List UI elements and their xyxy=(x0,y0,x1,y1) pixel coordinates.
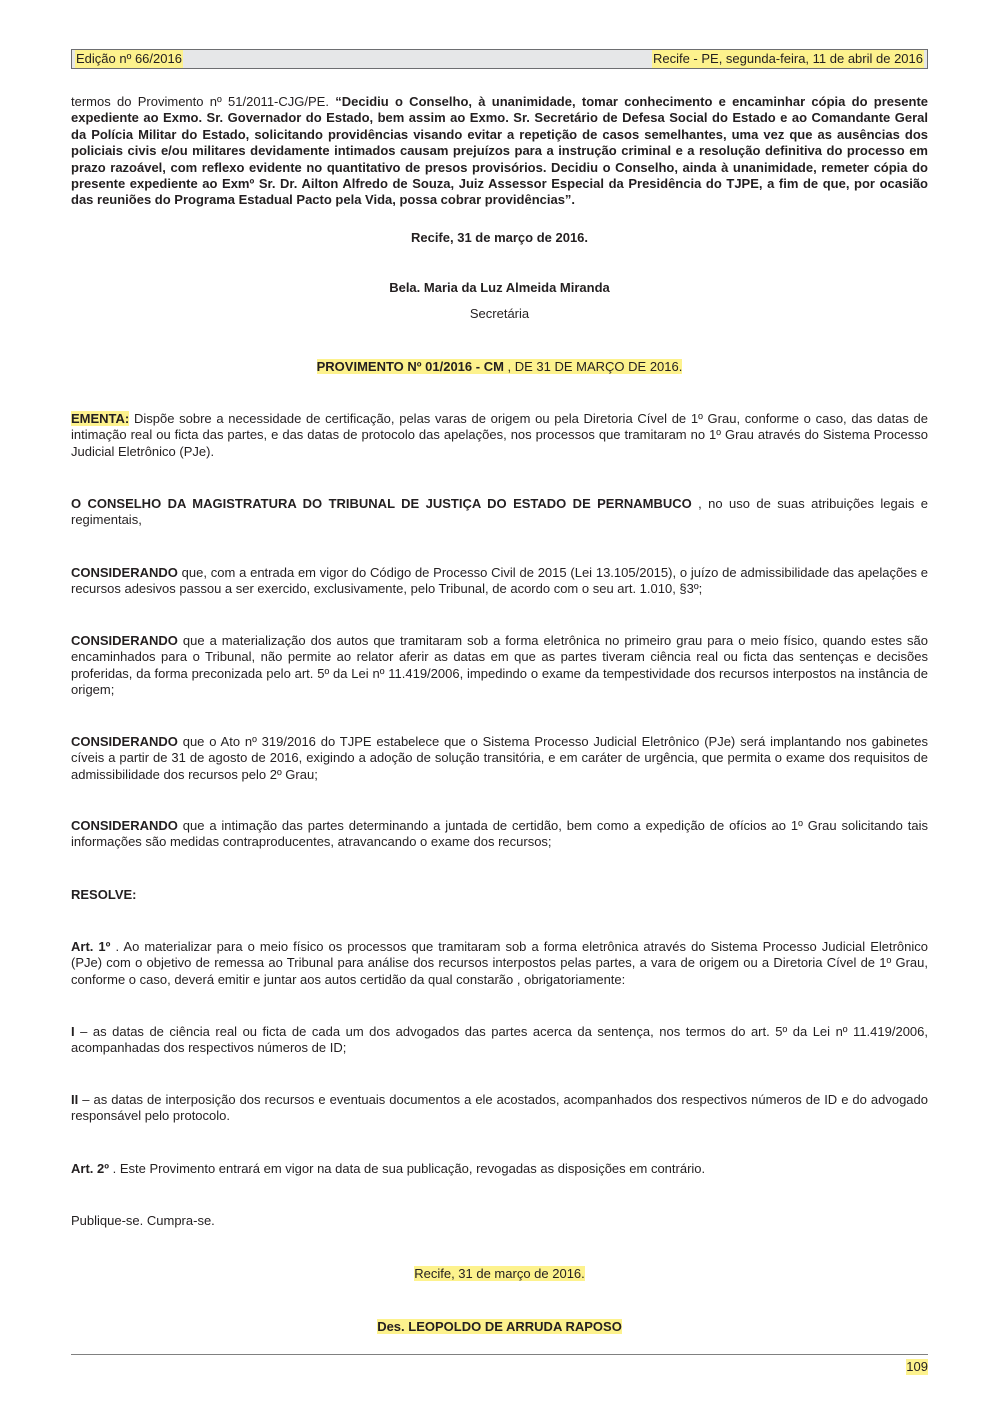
item-ii-text: – as datas de interposição dos recursos e eventuais documentos a ele acostados, acompanhados dos respectivos números de ID e do advogado responsável pelo protocolo. xyxy=(71,1092,928,1124)
considerando-3-text: que o Ato nº 319/2016 do TJPE estabelece que o Sistema Processo Judicial Eletrônico (PJe) será implantando nos gabinetes cíveis a partir de 31 de agosto de 2016, exigindo a adoção de solução transitória, e em caráter de urgência, que permita o exame dos requisitos de admissibilidade dos recursos pelo 2º Grau; xyxy=(71,734,928,782)
publication-date: Recife - PE, segunda-feira, 11 de abril de 2016 xyxy=(652,51,923,66)
page-header xyxy=(71,49,928,69)
considerando-2 xyxy=(71,633,928,699)
signer-1-name xyxy=(71,280,928,296)
item-ii xyxy=(71,1092,928,1125)
date-line-2 xyxy=(71,1266,928,1282)
article-1-text: . Ao materializar para o meio físico os processos que tramitaram sob a forma eletrônica através do Sistema Processo Judicial Eletrônico (PJe) com o objetivo de remessa ao Tribunal para análise dos recursos interpostos pelas partes, a vara de origem ou a Diretoria Cível de 1º Grau, conforme o caso, deverá emitir e juntar aos autos certidão da qual constarão , obrigatoriamente: xyxy=(71,939,929,987)
considerando-1-text: que, com a entrada em vigor do Código de Processo Civil de 2015 (Lei 13.105/2015), o juízo de admissibilidade das apelações e recursos adesivos passou a ser exercido, exclusivamente, pelo Tribunal, de acordo com o seu art. 1.010, §3º; xyxy=(71,565,928,597)
date-line-1-text: Recife, 31 de março de 2016. xyxy=(410,230,589,245)
article-1 xyxy=(71,939,928,988)
considerando-2-text: que a materialização dos autos que tramitaram sob a forma eletrônica no primeiro grau para o meio físico, quando estes são encaminhados para o Tribunal, não permite ao relator aferir as datas em que as partes tiveram ciência real ou ficta das sentenças e decisões proferidas, da forma preconizada pelo art. 5º da Lei nº 11.419/2006, impedindo o exame da tempestividade dos recursos interpostos na instância de origem; xyxy=(71,633,928,698)
considerando-2-label: CONSIDERANDO xyxy=(71,633,178,648)
signer-1-name-text: Bela. Maria da Luz Almeida Miranda xyxy=(389,280,610,295)
item-i-text: – as datas de ciência real ou ficta de cada um dos advogados das partes acerca da sentença, nos termos do art. 5º da Lei nº 11.419/2006, acompanhadas dos respectivos números de ID; xyxy=(71,1024,928,1056)
article-1-label: Art. 1º xyxy=(71,939,111,954)
article-2 xyxy=(71,1161,928,1177)
date-line-2-text: Recife, 31 de março de 2016. xyxy=(414,1266,585,1281)
article-2-text: . Este Provimento entrará em vigor na data de sua publicação, revogadas as disposições em contrário. xyxy=(108,1161,706,1176)
item-i-label: I xyxy=(71,1024,75,1039)
ementa-text: Dispõe sobre a necessidade de certificação, pelas varas de origem ou pela Diretoria Cível de 1º Grau, conforme o caso, das datas de intimação real ou ficta das partes, e das datas de protocolo das apelações, nos processos que tramitaram no 1º Grau através do Sistema Processo Judicial Eletrônico (PJe). xyxy=(71,411,928,459)
intro-paragraph xyxy=(71,94,928,209)
considerando-4-text: que a intimação das partes determinando a juntada de certidão, bem como a expedição de ofícios ao 1º Grau solicitando tais informações são medidas contraproducentes, atravancando o exame dos recursos; xyxy=(71,818,928,850)
considerando-3 xyxy=(71,734,928,783)
ementa-label: EMENTA: xyxy=(71,411,130,426)
provimento-number: PROVIMENTO Nº 01/2016 - CM xyxy=(316,359,504,374)
considerando-3-label: CONSIDERANDO xyxy=(71,734,178,749)
signer-2 xyxy=(71,1319,928,1335)
intro-plain-text: termos do Provimento nº 51/2011-CJG/PE. xyxy=(71,94,336,109)
item-i xyxy=(71,1024,928,1057)
intro-bold-quote: “Decidiu o Conselho, à unanimidade, tomar conhecimento e encaminhar cópia do presente expediente ao Exmo. Sr. Governador do Estado, bem assim ao Exmo. Sr. Secretário de Defesa Social do Estado e ao Comandante Geral da Polícia Militar do Estado, solicitando providências visando evitar a repetição de casos semelhantes, uma vez que as ausências dos policiais civis e/ou militares devidamente intimados causam prejuízos para a instrução criminal e a resolução definitiva do processo em prazo razoável, com reflexo evidente no quantitativo de presos provisórios. Decidiu o Conselho, ainda à unanimidade, remeter cópia do presente expediente ao Exmº Sr. Dr. Ailton Alfredo de Souza, Juiz Assessor Especial da Presidência do TJPE, a fim de que, por ocasião das reuniões do Programa Estadual Pacto pela Vida, possa cobrar providências”. xyxy=(71,94,928,208)
conselho-name: O CONSELHO DA MAGISTRATURA DO TRIBUNAL DE JUSTIÇA DO ESTADO DE PERNAMBUCO xyxy=(71,496,692,511)
considerando-1-label: CONSIDERANDO xyxy=(71,565,178,580)
provimento-title-highlight xyxy=(317,359,683,374)
provimento-title xyxy=(71,359,928,375)
considerando-4 xyxy=(71,818,928,851)
resolve-heading-text: RESOLVE: xyxy=(71,887,137,902)
date-line-1 xyxy=(71,230,928,246)
signer-1-role: Secretária xyxy=(469,306,530,321)
item-ii-label: II xyxy=(71,1092,79,1107)
conselho-text: , no uso de suas atribuições legais e regimentais, xyxy=(71,496,928,528)
considerando-1 xyxy=(71,565,928,598)
publique-line: Publique-se. Cumpra-se. xyxy=(71,1213,215,1228)
article-2-label: Art. 2º xyxy=(71,1161,109,1176)
signer-2-name: Des. LEOPOLDO DE ARRUDA RAPOSO xyxy=(377,1319,622,1334)
conselho-paragraph xyxy=(71,496,928,529)
considerando-4-label: CONSIDERANDO xyxy=(71,818,178,833)
ementa-paragraph xyxy=(71,411,928,460)
provimento-date: , DE 31 DE MARÇO DE 2016. xyxy=(503,359,683,374)
edition-number: Edição nº 66/2016 xyxy=(76,51,182,66)
resolve-heading xyxy=(71,887,928,903)
page-number: 109 xyxy=(906,1359,928,1374)
footer-divider xyxy=(71,1354,928,1355)
